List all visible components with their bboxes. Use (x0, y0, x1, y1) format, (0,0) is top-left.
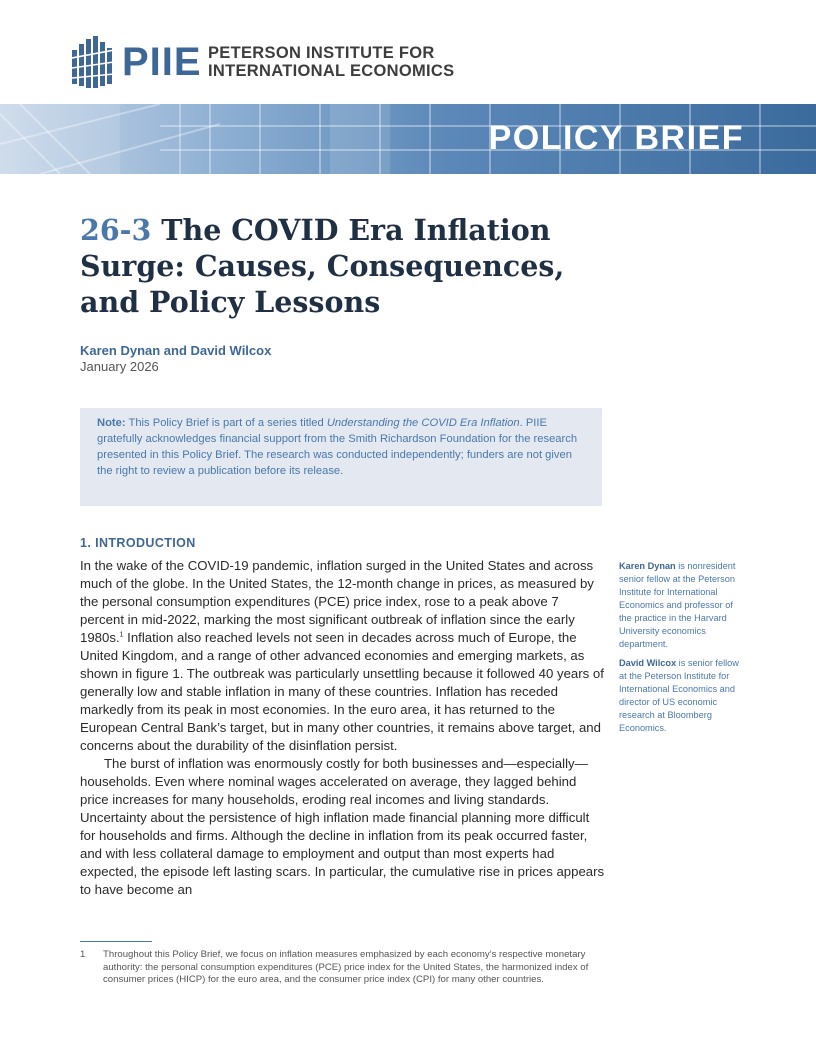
paragraph-2: The burst of inflation was enormously costly for both businesses and—especially—households. Even where nominal wages accelerated on average, they lagged behind price increases for many households, eroding real incomes and living standards. Uncertainty about the persistence of high inflation made financial planning more difficult for households and firms. Although the decline in inflation from its peak occurred faster, and with less collateral damage to employment and output than most experts had expected, the episode left lasting scars. In particular, the cumulative rise in prices appears to have become an (80, 756, 605, 897)
author-bio (619, 657, 743, 735)
piie-logo[interactable] (72, 36, 472, 90)
note-box (80, 408, 602, 506)
series-title: Understanding the COVID Era Inflation (326, 417, 520, 429)
paragraph-1-part-a: In the wake of the COVID-19 pandemic, inflation surged in the United States and across much of the globe. In the United States, the 12-month change in prices, as measured by the personal consumption expenditures (PCE) price index, rose to a peak above 7 percent in mid-2022, marking the most significant outbreak of inflation since the early 1980s. (80, 558, 594, 645)
body-text (80, 557, 606, 899)
logo-wordmark: PIIE (122, 40, 202, 84)
authors: Karen Dynan and David Wilcox (80, 343, 272, 358)
author-bio-text: is nonresident senior fellow at the Peterson Institute for International Economics and professor of the practice in the Harvard University economics department. (619, 561, 736, 649)
author-bios (619, 560, 743, 741)
banner-title: POLICY BRIEF (488, 119, 744, 157)
paragraph-1 (80, 557, 606, 755)
title-text: The COVID Era Inflation Surge: Causes, Consequences, and Policy Lessons (80, 213, 565, 319)
policy-brief-banner (0, 104, 816, 174)
author-bio-name: Karen Dynan (619, 561, 676, 571)
footnote-divider (80, 941, 152, 942)
note-label: Note: (97, 417, 126, 429)
author-bio-text: is senior fellow at the Peterson Institute for International Economics and director of US economic research at Bloomberg Economics. (619, 658, 739, 733)
note-text-1: This Policy Brief is part of a series titled (125, 417, 327, 429)
paragraph-1-part-b: Inflation also reached levels not seen in decades across much of Europe, the United Kingdom, and a range of other advanced economies and emerging markets, as shown in figure 1. The outbreak was particularly unsettling because it followed 40 years of generally low and stable inflation in many of these countries. Inflation has receded markedly from its peak in most economies. In the euro area, it has returned to the European Central Bank’s target, but in many other countries, it remains above target, and concerns about the durability of the disinflation persist. (80, 630, 604, 753)
footnote-text: Throughout this Policy Brief, we focus on inflation measures emphasized by each economy’s respective monetary authority: the personal consumption expenditures (PCE) price index for the United States, the harmonized index of consumer prices (HICP) for the euro area, and the consumer price index (CPI) for many other countries. (103, 949, 589, 986)
footnote-ref-1[interactable]: 1 (119, 631, 124, 639)
brief-number: 26-3 (80, 213, 152, 247)
note-text-2: . PIIE gratefully acknowledges financial support from the Smith Richardson Foundation for the research presented in this Policy Brief. The research was conducted independently; funders are not given the right to review a publication before its release. (97, 417, 578, 477)
publication-date: January 2026 (80, 359, 159, 374)
organization-name (208, 44, 454, 80)
author-bio (619, 560, 743, 651)
org-name-line-1: PETERSON INSTITUTE FOR (208, 44, 435, 62)
footnote (80, 949, 600, 987)
org-name-line-2: INTERNATIONAL ECONOMICS (208, 62, 455, 80)
building-icon (72, 36, 114, 88)
section-heading: 1. INTRODUCTION (80, 536, 196, 550)
author-bio-name: David Wilcox (619, 658, 677, 668)
page-title (80, 212, 600, 320)
footnote-number: 1 (80, 949, 86, 960)
